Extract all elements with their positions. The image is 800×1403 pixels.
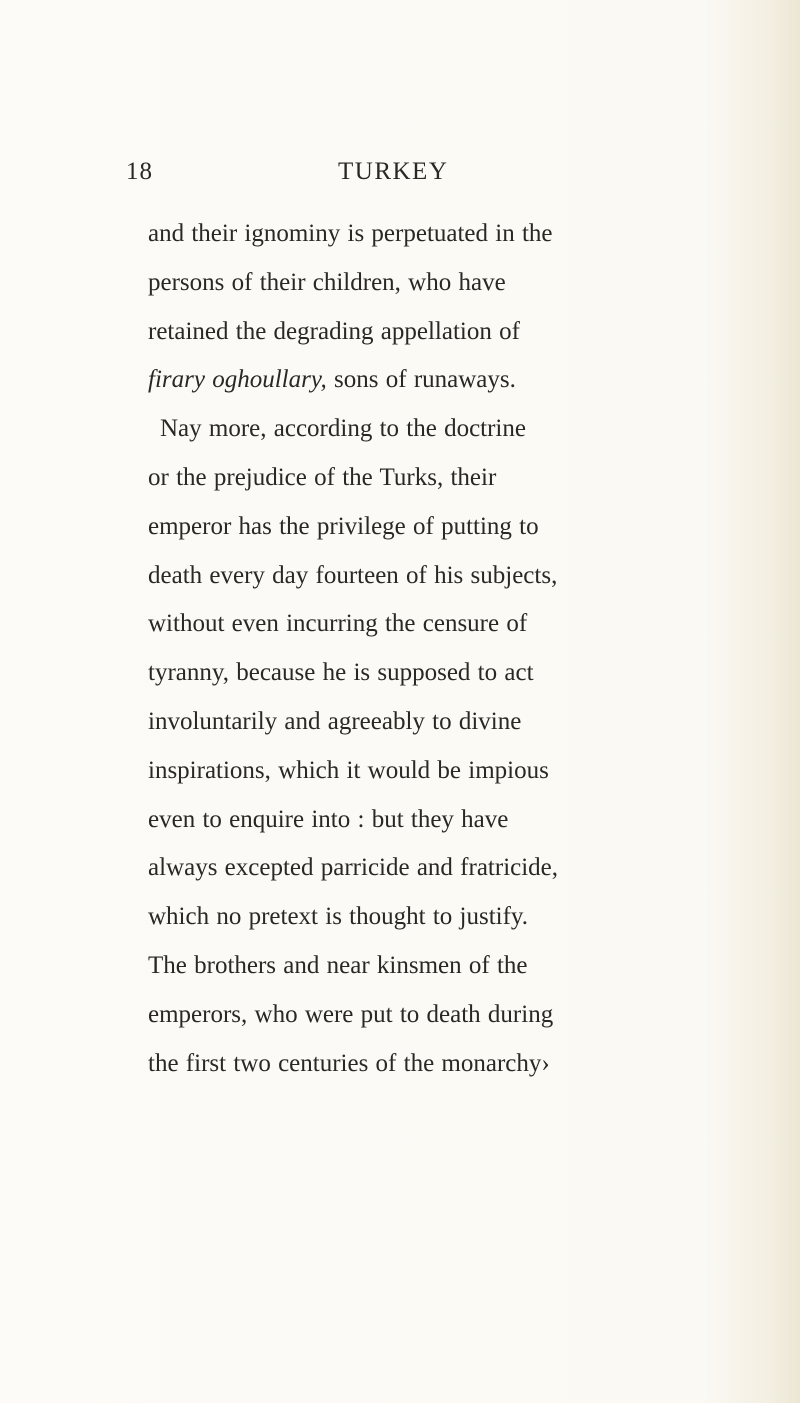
italic-term: firary oghoullary, [148, 366, 327, 394]
text-line: always excepted parricide and fratricide, [148, 854, 559, 882]
text-line: emperor has the privilege of putting to [148, 512, 539, 540]
paragraph-start-line: Nay more, according to the doctrine [160, 415, 526, 443]
running-title: TURKEY [338, 158, 449, 185]
text-line: involuntarily and agreeably to divine [148, 707, 522, 735]
text-line: which no pretext is thought to justify. [148, 903, 529, 931]
text-line [148, 356, 668, 405]
text-line: retained the degrading appellation of [148, 317, 520, 345]
text-line: or the prejudice of the Turks, their [148, 463, 497, 491]
text-line: The brothers and near kinsmen of the [148, 951, 528, 979]
text-line: inspirations, which it would be impious [148, 756, 549, 784]
text-line: death every day fourteen of his subjects, [148, 561, 558, 589]
page-number: 18 [126, 158, 153, 185]
body-text [148, 210, 668, 1088]
text-line: even to enquire into : but they have [148, 805, 509, 833]
line-remainder: sons of runaways. [334, 366, 516, 394]
running-head [0, 158, 800, 188]
text-line: tyranny, because he is supposed to act [148, 659, 534, 687]
text-line: emperors, who were put to death during [148, 1000, 554, 1028]
text-line: persons of their children, who have [148, 268, 506, 296]
text-line: and their ignominy is perpetuated in the [148, 220, 553, 247]
text-line: without even incurring the censure of [148, 610, 528, 638]
text-line: the first two centuries of the monarchy› [148, 1049, 550, 1077]
